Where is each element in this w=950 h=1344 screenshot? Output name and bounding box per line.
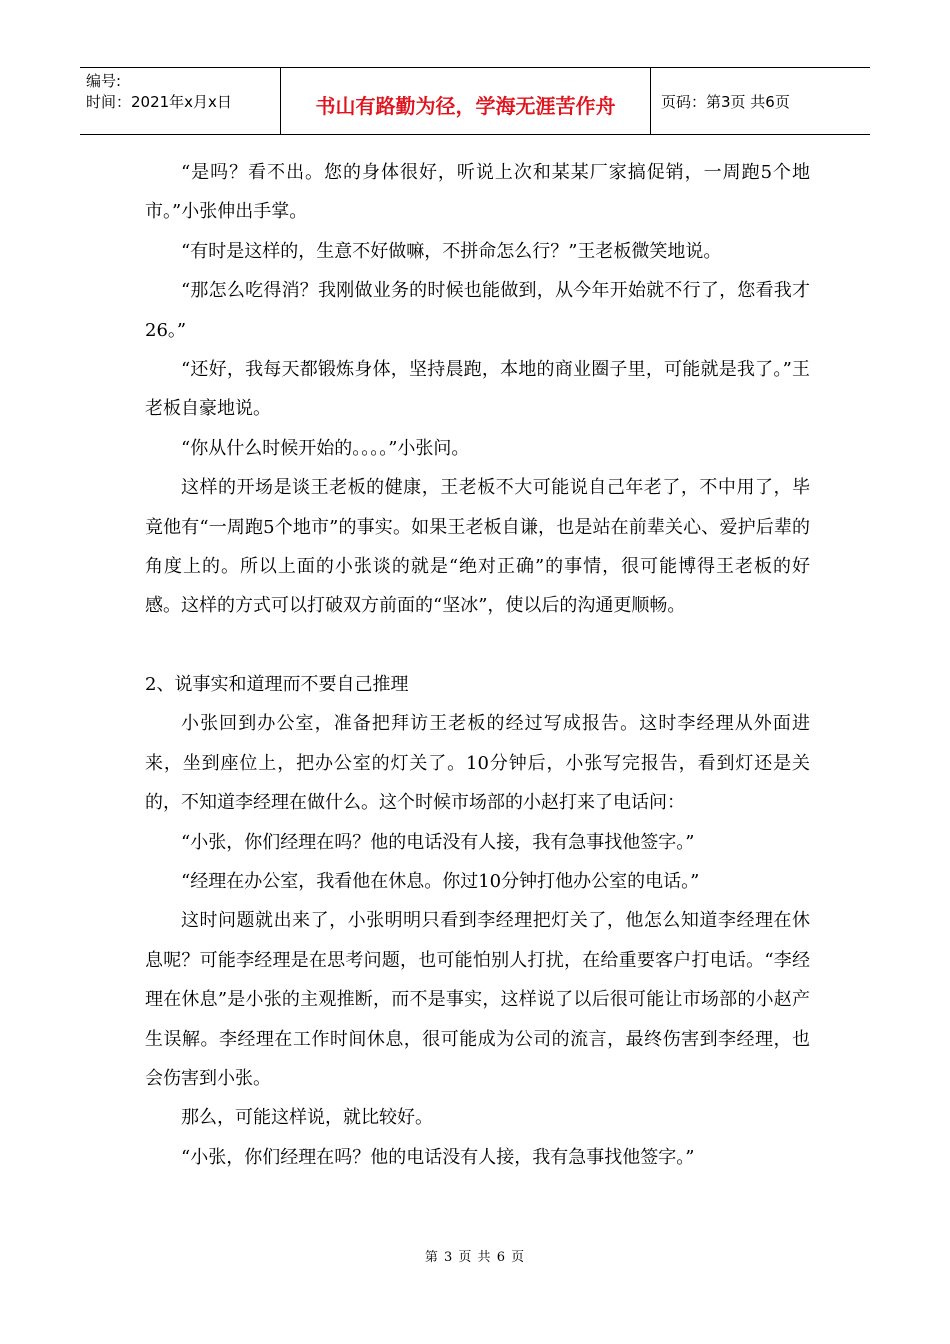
paragraph: “你从什么时候开始的。。。。”小张问。 xyxy=(181,437,470,459)
paragraph: 这时问题就出来了，小张明明只看到李经理把灯关了，他怎么知道李经理在休息呢？可能李经理是在思考问题，也可能怕别人打扰，在给重要客户打电话。“李经理在休息”是小张的主观推断，而不是事实，这样说了以后很可能让市场部的小赵产生误解。李经理在工作时间休息，很可能成为公司的流言，最终伤害到李经理，也会伤害到小张。 xyxy=(145,910,810,1089)
paragraph: 那么，可能这样说，就比较好。 xyxy=(181,1107,433,1129)
paragraph: “是吗？看不出。您的身体很好，听说上次和某某厂家搞促销，一周跑5个地市。”小张伸出手掌。 xyxy=(145,162,810,223)
paragraph: “有时是这样的，生意不好做嘛，不拼命怎么行？”王老板微笑地说。 xyxy=(181,240,722,262)
paragraph: 这样的开场是谈王老板的健康，王老板不大可能说自己年老了，不中用了，毕竟他有“一周跑5个地市”的事实。如果王老板自谦，也是站在前辈关心、爱护后辈的角度上的。所以上面的小张谈的就是“绝对正确”的事情，很可能博得王老板的好感。这样的方式可以打破双方前面的“坚冰”，使以后的沟通更顺畅。 xyxy=(145,477,810,617)
page-header xyxy=(80,67,870,135)
time-label: 时间：2021年x月x日 xyxy=(86,93,232,111)
document-body xyxy=(145,153,810,1177)
paragraph: “还好，我每天都锻炼身体，坚持晨跑，本地的商业圈子里，可能就是我了。”王老板自豪地说。 xyxy=(145,359,810,420)
page-footer: 第 3 页 共 6 页 xyxy=(424,1250,526,1265)
paragraph: “那怎么吃得消？我刚做业务的时候也能做到，从今年开始就不行了，您看我才26。” xyxy=(145,280,810,341)
header-meta xyxy=(80,68,281,134)
header-motto: 书山有路勤为径，学海无涯苦作舟 xyxy=(281,68,651,134)
paragraph: “小张，你们经理在吗？他的电话没有人接，我有急事找他签字。” xyxy=(181,831,695,853)
header-page-info: 页码：第3页 共6页 xyxy=(661,92,790,111)
paragraph: “经理在办公室，我看他在休息。你过10分钟打他办公室的电话。” xyxy=(181,870,700,892)
paragraph: “小张，你们经理在吗？他的电话没有人接，我有急事找他签字。” xyxy=(181,1146,695,1168)
paragraph: 小张回到办公室，准备把拜访王老板的经过写成报告。这时李经理从外面进来，坐到座位上，把办公室的灯关了。10分钟后，小张写完报告，看到灯还是关的，不知道李经理在做什么。这个时候市场部的小赵打来了电话问： xyxy=(145,713,810,814)
number-label: 编号: xyxy=(86,72,122,90)
section-heading: 2、说事实和道理而不要自己推理 xyxy=(145,673,409,695)
